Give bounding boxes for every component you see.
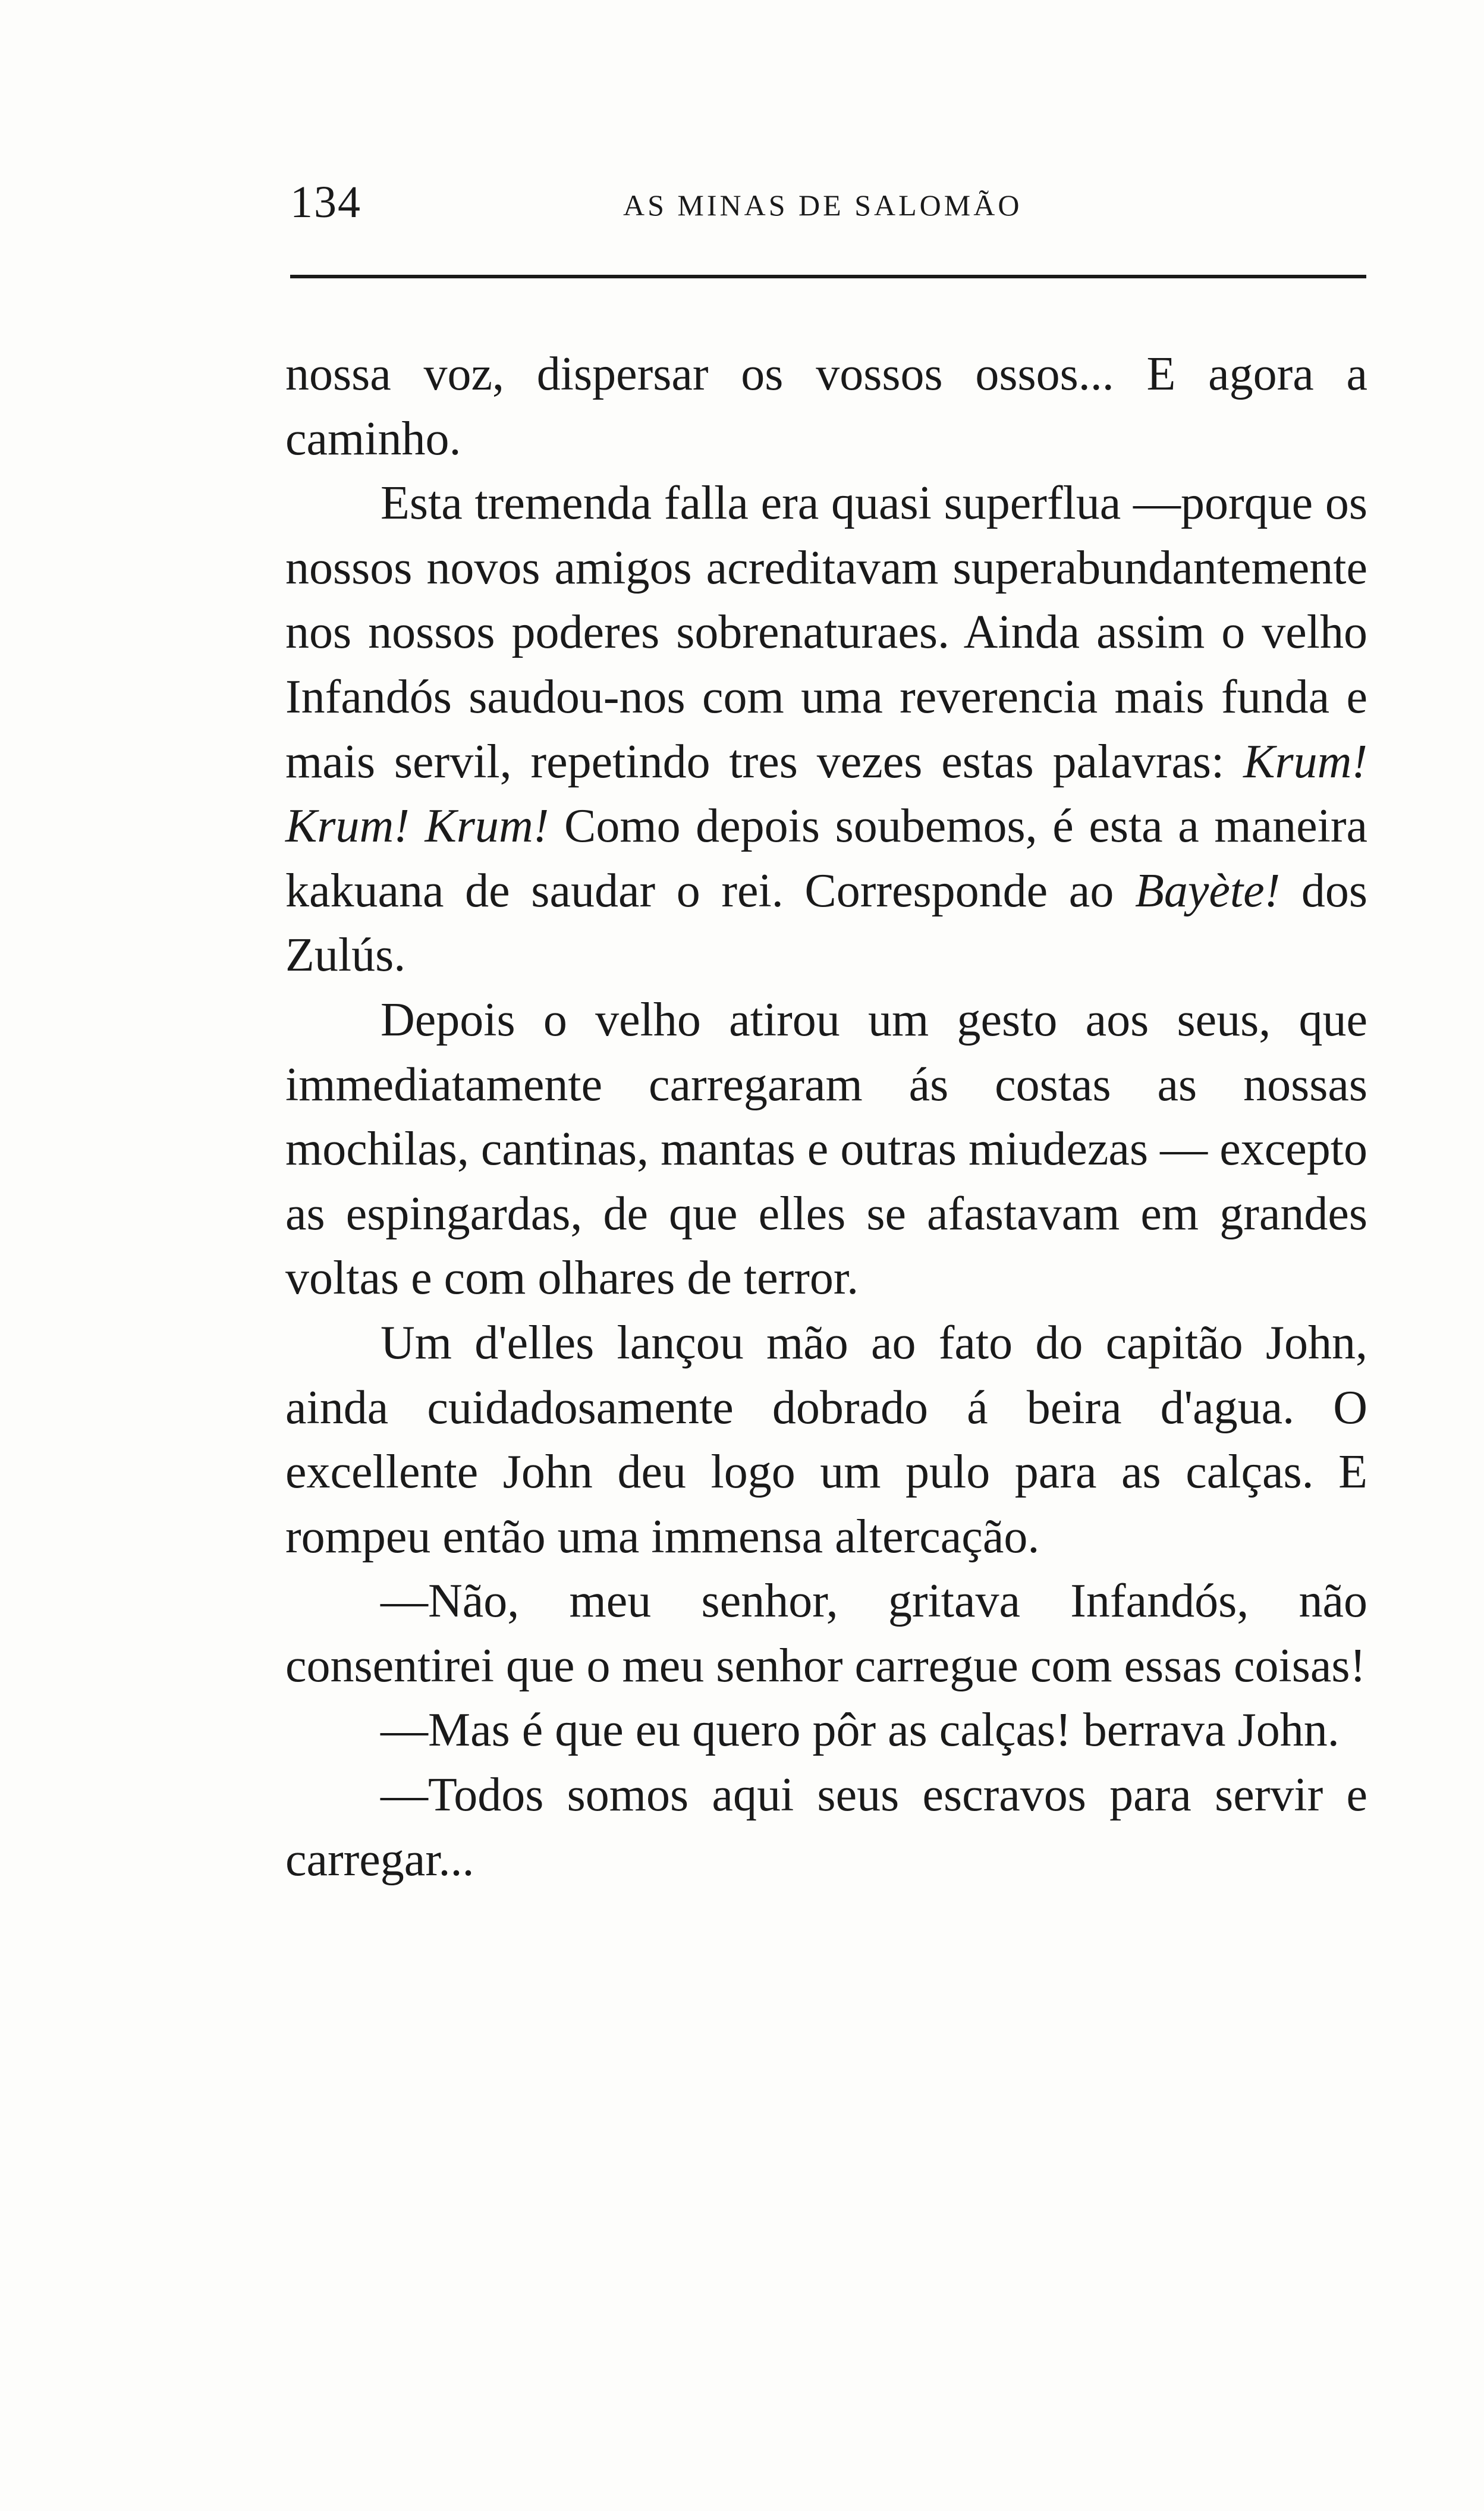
header-rule — [290, 275, 1366, 278]
text-run: Como depois soubemos, é esta a maneira kakuana de saudar o rei. Corresponde ao — [285, 800, 1367, 917]
page-header — [290, 178, 1360, 226]
text-run: Esta tremenda falla era quasi superflua —porque os nossos novos amigos acreditavam superabundantemente nos nossos poderes sobrenaturaes. Ainda assim o velho Infandós saudou-nos com uma reverencia mais funda e mais servil, repetindo tres vezes estas palavras: — [285, 477, 1367, 788]
italic-text-run: Bayète! — [1134, 864, 1281, 917]
paragraph — [285, 988, 1367, 1311]
dialogue-paragraph — [285, 1569, 1367, 1698]
text-run: —Todos somos aqui seus escravos para servir e carregar... — [285, 1769, 1367, 1886]
italic-text-run: Krum! Krum! Krum! — [285, 735, 1367, 853]
running-title: AS MINAS DE SALOMÃO — [623, 189, 1023, 222]
body-text — [285, 342, 1367, 1892]
paragraph — [285, 471, 1367, 988]
paragraph — [285, 342, 1367, 471]
dialogue-paragraph — [285, 1763, 1367, 1892]
text-run: —Mas é que eu quero pôr as calças! berrava John. — [381, 1704, 1340, 1757]
page-number: 134 — [290, 177, 361, 227]
text-run: dos Zulús. — [285, 864, 1367, 982]
text-run: —Não, meu senhor, gritava Infandós, não consentirei que o meu senhor carregue com essas coisas! — [285, 1575, 1367, 1692]
dialogue-paragraph — [285, 1698, 1367, 1763]
paragraph — [285, 1311, 1367, 1569]
text-run: nossa voz, dispersar os vossos ossos... E agora a caminho. — [285, 348, 1367, 465]
text-run: Depois o velho atirou um gesto aos seus, que immediatamente carregaram ás costas as nossas mochilas, cantinas, mantas e outras miudezas — excepto as espingardas, de que elles se afastavam em grandes voltas e com olhares de terror. — [285, 993, 1367, 1305]
text-run: Um d'elles lançou mão ao fato do capitão John, ainda cuidadosamente dobrado á beira d'agua. O excellente John deu logo um pulo para as calças. E rompeu então uma immensa altercação. — [285, 1316, 1367, 1563]
